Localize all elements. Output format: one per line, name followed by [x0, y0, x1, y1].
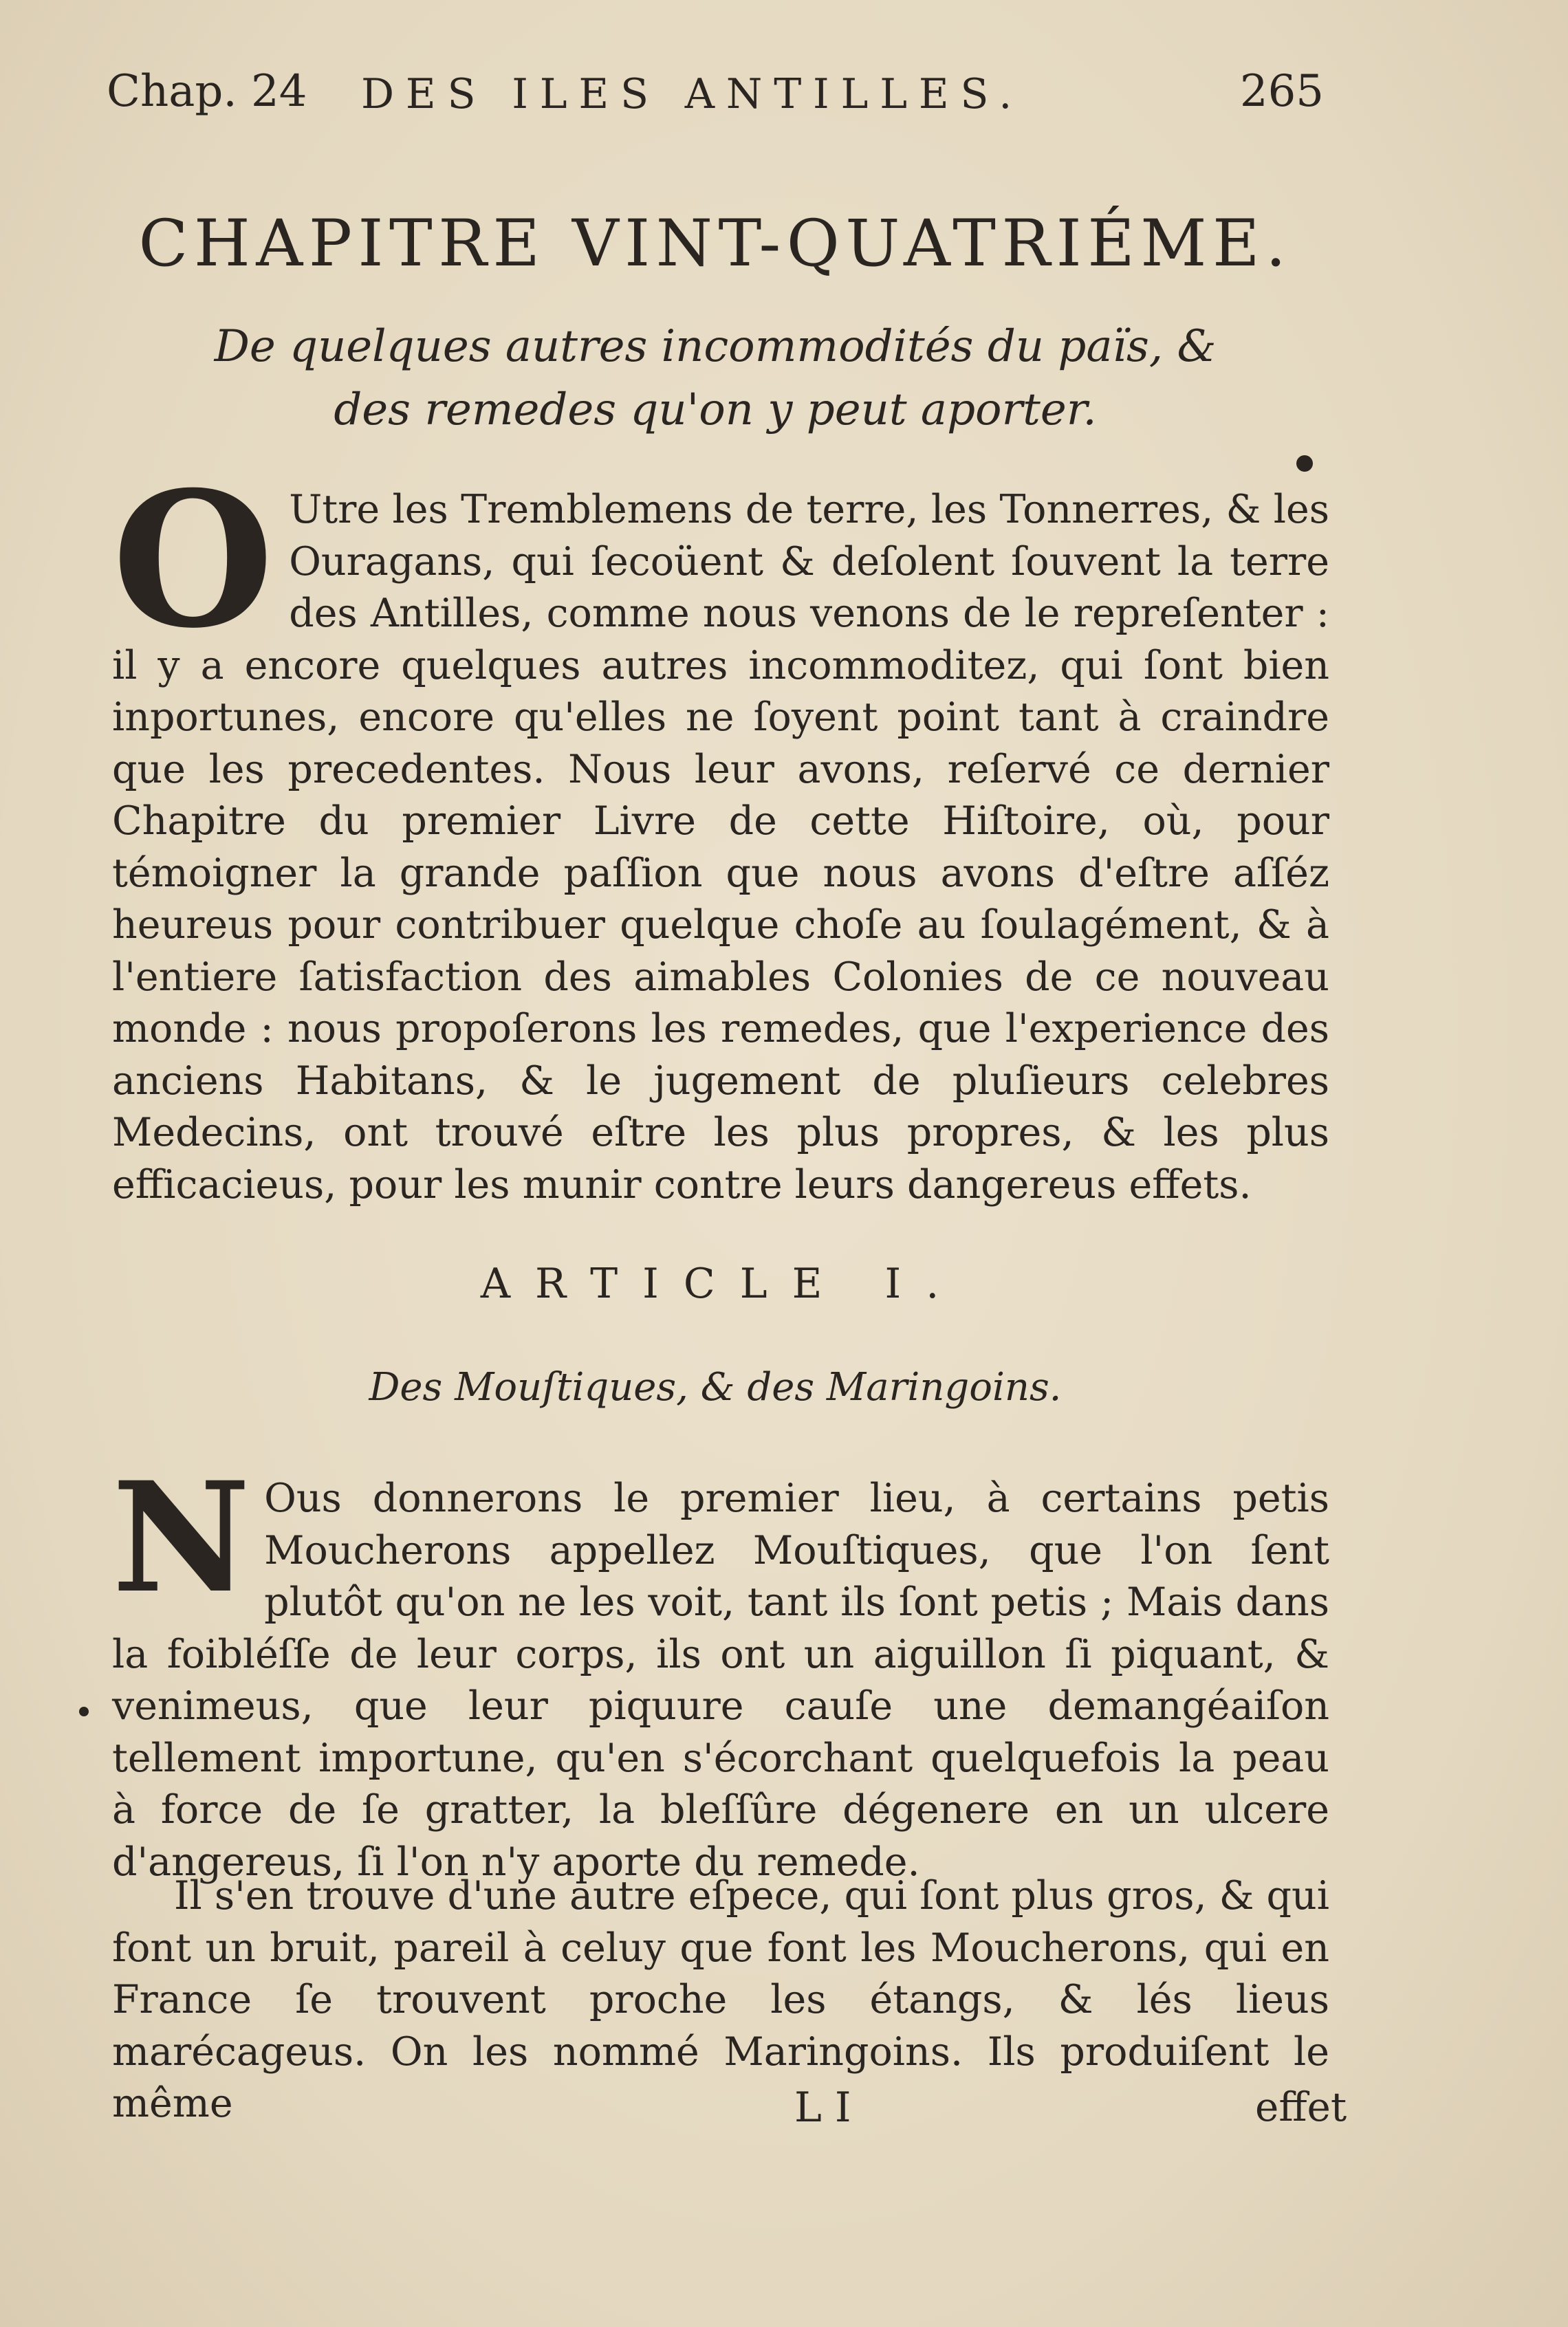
continuation-paragraph: Il s'en trouve d'une autre eſpece, qui ſont plus gros, & qui font un bruit, pareil à celuy que font les Moucherons, qui en France ſe trouvent proche les étangs, & lés lieus marécageus. On les nommé Maringoins. Ils produiſent le même — [112, 1873, 1329, 2126]
drop-cap: N — [112, 1448, 251, 1626]
intro-paragraph — [112, 450, 1329, 1211]
article-paragraph — [112, 1448, 1329, 1888]
drop-cap: O — [112, 450, 274, 669]
chapter-subtitle: De quelques autres incommodités du païs, & des remedes qu'on y peut aporter. — [214, 321, 1217, 435]
running-head — [107, 66, 1324, 128]
article-subtitle: Des Mouſtiques, & des Maringoins. — [369, 1365, 1062, 1410]
running-head-title: DES ILES ANTILLES. — [361, 70, 1024, 118]
page-number: 265 — [1239, 66, 1324, 117]
article-heading: ARTICLE I. — [480, 1260, 964, 1308]
chapter-title: CHAPITRE VINT-QUATRIÉME. — [138, 206, 1292, 281]
margin-mark-icon — [79, 1707, 89, 1716]
catchword: effet — [1255, 2084, 1347, 2130]
signature-mark: L I — [794, 2084, 851, 2132]
ornament-dot-icon — [1296, 455, 1313, 472]
paragraph-text: Ous donnerons le premier lieu, à certains petis Moucherons appellez Mouſtiques, que l'on ſent plutôt qu'on ne les voit, tant ils ſont petis ; Mais dans la foibléſſe de leur corps, ils ont un aiguillon ſi piquant, & venimeus, que leur piquure cauſe une demangéaiſon tellement importune, qu'en s'écorchant quelquefois la peau à force de ſe gratter, la bleſſûre dégenere en un ulcere d'angereus, ſi l'on n'y aporte du remede. — [112, 1476, 1329, 1885]
running-head-chapter: Chap. 24 — [107, 66, 307, 117]
paragraph-text: Utre les Tremblemens de terre, les Tonnerres, & les Ouragans, qui ſecoüent & deſolent ſouvent la terre des Antilles, comme nous venons de le repreſenter : il y a encore quelques autres incommoditez, qui ſont bien inportunes, encore qu'elles ne ſoyent point tant à craindre que les precedentes. Nous leur avons, reſervé ce dernier Chapitre du premier Livre de cette Hiſtoire, où, pour témoigner la grande paſſion que nous avons d'eſtre aſſéz heureus pour contribuer quelque choſe au ſoulagément, & à l'entiere ſatisfaction des aimables Colonies de ce nouveau monde : nous propoſerons les remedes, que l'experience des anciens Habitans, & le jugement de pluſieurs celebres Medecins, ont trouvé eſtre les plus propres, & les plus efficacieus, pour les munir contre leurs dangereus effets. — [112, 487, 1329, 1208]
